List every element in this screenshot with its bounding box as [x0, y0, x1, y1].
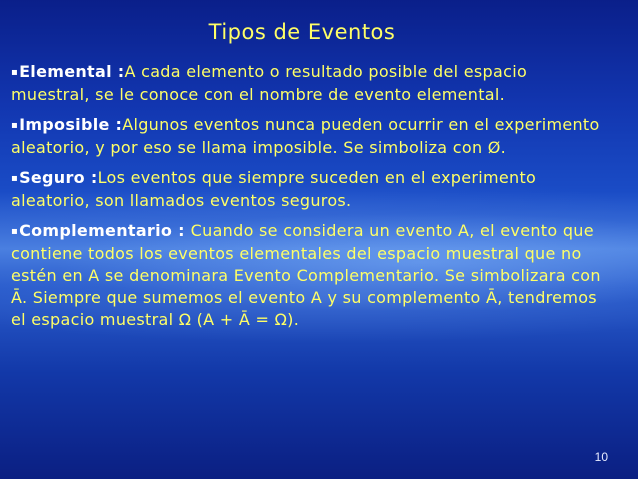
definition-text: Algunos eventos nunca pueden ocurrir en el experimento aleatorio, y por eso se llama imposible. Se simboliza con Ø.: [11, 115, 600, 157]
definition-text: Los eventos que siempre suceden en el experimento aleatorio, son llamados eventos seguros.: [11, 168, 537, 210]
term-separator: :: [111, 62, 125, 81]
term-separator: :: [172, 221, 191, 240]
term-label: Imposible: [19, 115, 110, 134]
bullet-icon: ▪: [11, 226, 19, 237]
bullet-icon: ▪: [11, 173, 19, 184]
definition-item-complementario: [11, 220, 611, 331]
definition-list: [11, 61, 611, 339]
bullet-icon: ▪: [11, 67, 19, 78]
definition-item-elemental: [11, 61, 611, 106]
definition-item-seguro: [11, 167, 611, 212]
definition-text: Cuando se considera un evento A, el evento que contiene todos los eventos elementales del espacio muestral que no estén en A se denominara Evento Complementario. Se simbolizara con Ā. Siempre que sumemos el evento A y su complemento Ā, tendremos el espacio muestral Ω (A + Ā = Ω).: [11, 221, 601, 329]
definition-item-imposible: [11, 114, 611, 159]
bullet-icon: ▪: [11, 120, 19, 131]
term-separator: :: [109, 115, 123, 134]
term-separator: :: [84, 168, 98, 187]
slide-title: Tipos de Eventos: [208, 20, 396, 44]
term-label: Elemental: [19, 62, 112, 81]
page-number: 10: [594, 450, 608, 464]
term-label: Seguro: [19, 168, 85, 187]
definition-text: A cada elemento o resultado posible del espacio muestral, se le conoce con el nombre de evento elemental.: [11, 62, 528, 104]
term-label: Complementario: [19, 221, 173, 240]
